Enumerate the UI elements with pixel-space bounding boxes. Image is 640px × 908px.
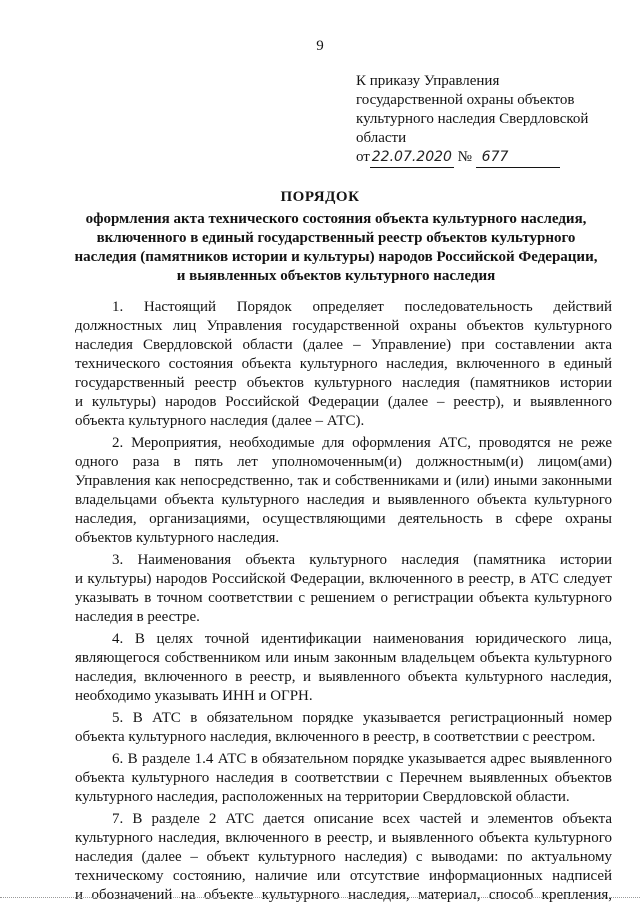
text-line: культурного наследия, расположенных на территории Свердловской области.	[75, 789, 570, 805]
text-line: культурного наследия, включенного в реестр, и выявленного объекта культурного	[75, 830, 612, 846]
text-line: наследия, организациями, осуществляющими деятельность в сфере охраны	[75, 511, 612, 527]
text-line: Управления как непосредственно, так и собственниками и (или) иными законными	[75, 473, 612, 489]
approval-line: государственной охраны объектов	[356, 92, 575, 108]
text-line: технического состояния объекта культурного наследия, включенного в единый	[75, 356, 612, 372]
text-line: владельцами объекта культурного наследия и выявленного объекта культурного	[75, 492, 612, 508]
paragraph-5	[75, 709, 612, 747]
text-line: одного раза в пять лет уполномоченным(и) должностным(и) лицом(ами)	[75, 454, 612, 470]
paragraph-7	[75, 810, 612, 905]
text-line: и обозначений на объекте культурного наследия, материал, способ крепления,	[75, 887, 612, 903]
approval-line: культурного наследия Свердловской	[356, 111, 589, 127]
text-line: 3. Наименования объекта культурного наследия (памятника истории	[112, 552, 612, 568]
text-line: 6. В разделе 1.4 АТС в обязательном порядке указывается адрес выявленного	[112, 751, 612, 767]
subtitle-line: включенного в единый государственный реестр объектов культурного	[96, 230, 576, 246]
subtitle-line: наследия (памятников истории и культуры) народов Российской Федерации,	[74, 249, 598, 265]
text-line: объекта культурного наследия (далее – АТС).	[75, 413, 365, 429]
text-line: указывать в точном соответствии с решением о регистрации объекта культурного	[75, 590, 612, 606]
text-line: 1. Настоящий Порядок определяет последовательность действий	[112, 299, 612, 315]
text-line: необходимо указывать ИНН и ОГРН.	[75, 688, 313, 704]
text-line: 7. В разделе 2 АТС дается описание всех частей и элементов объекта	[112, 811, 612, 827]
text-line: объектов культурного наследия.	[75, 530, 280, 546]
text-line: и культуры) народов Российской Федерации (далее – реестр), и выявленного	[75, 394, 612, 410]
document-subtitle	[66, 210, 606, 286]
paragraph-2	[75, 434, 612, 548]
text-line: объекта культурного наследия, включенного в реестр, в соответствии с реестром.	[75, 729, 596, 745]
approval-line: области	[356, 130, 407, 146]
page-edge-rule	[0, 897, 640, 899]
paragraph-4	[75, 630, 612, 706]
handwritten-date: 22.07.2020	[370, 148, 454, 168]
text-line: 2. Мероприятия, необходимые для оформления АТС, проводятся не реже	[112, 435, 612, 451]
handwritten-number: 677	[476, 148, 560, 168]
text-line: и культуры) народов Российской Федерации, включенного в реестр, в АТС следует	[75, 571, 612, 587]
text-line: являющегося собственником или иным законным владельцем объекта культурного	[75, 650, 612, 666]
date-prefix: от	[356, 149, 370, 165]
text-line: 5. В АТС в обязательном порядке указывается регистрационный номер	[112, 710, 612, 726]
text-line: наследия, включенного в реестр, и выявленного объекта культурного наследия,	[75, 669, 612, 685]
subtitle-line: оформления акта технического состояния объекта культурного наследия,	[85, 211, 587, 227]
number-prefix: №	[457, 149, 472, 165]
approval-line: К приказу Управления	[356, 73, 500, 89]
text-line: техническому состоянию, наличие или отсутствие информационных надписей	[75, 868, 612, 884]
text-line: наследия в реестре.	[75, 609, 200, 625]
document-body	[75, 298, 612, 908]
text-line: государственный реестр объектов культурного наследия (памятников истории	[75, 375, 612, 391]
text-line: наследия (далее – объект культурного наследия) с выводами: по актуальному	[75, 849, 612, 865]
paragraph-1	[75, 298, 612, 431]
approval-stamp	[356, 72, 626, 168]
paragraph-6	[75, 750, 612, 807]
paragraph-3	[75, 551, 612, 627]
text-line: должностных лиц Управления государственной охраны объектов культурного	[75, 318, 612, 334]
text-line: наследия Свердловской области (далее – Управление) при составлении акта	[75, 337, 612, 353]
order-date-number	[356, 148, 626, 168]
text-line: 4. В целях точной идентификации наименования юридического лица,	[112, 631, 612, 647]
document-title: ПОРЯДОК	[280, 189, 360, 205]
text-line: объекта культурного наследия в соответствии с Перечнем выявленных объектов	[75, 770, 612, 786]
page-number: 9	[316, 38, 324, 54]
subtitle-line: и выявленных объектов культурного наследия	[176, 268, 496, 284]
